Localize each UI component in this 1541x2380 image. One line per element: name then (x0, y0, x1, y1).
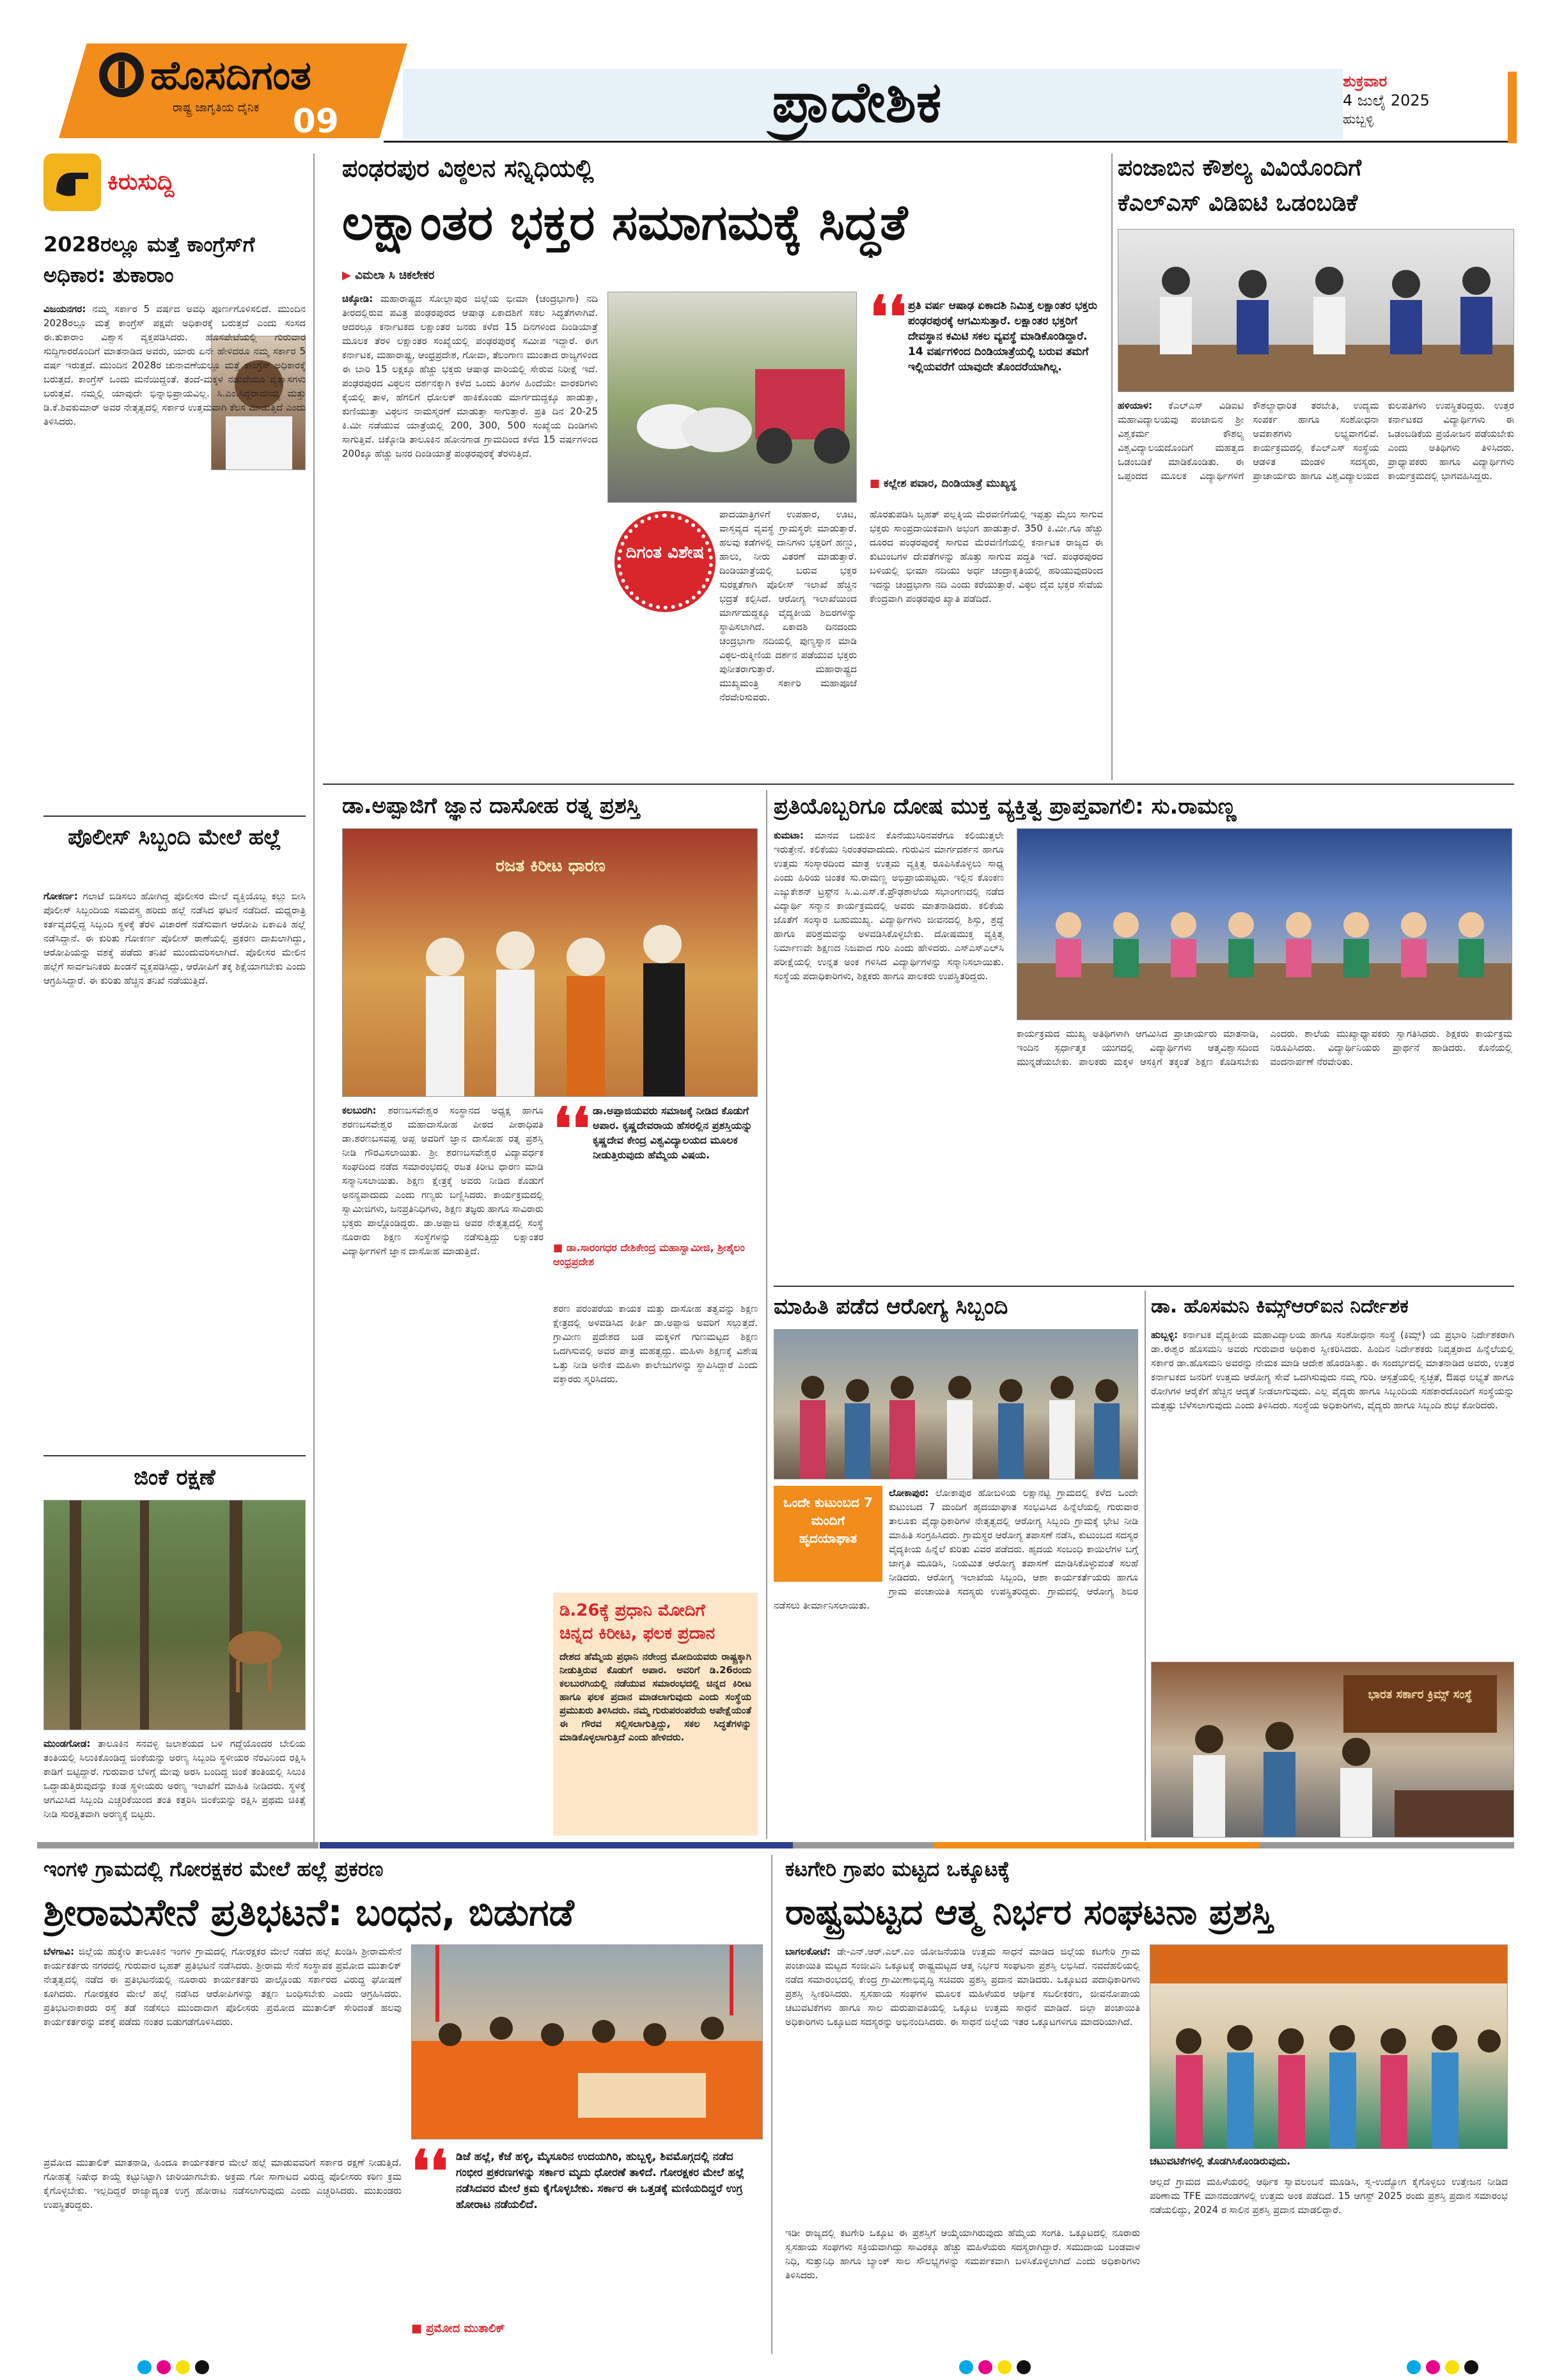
deer-photo (43, 1500, 306, 1730)
kirusuddi-sep-2 (43, 1455, 306, 1456)
sriram-headline: ಶ್ರೀರಾಮಸೇನೆ ಪ್ರತಿಭಟನೆ: ಬಂಧನ, ಬಿಡುಗಡೆ (43, 1891, 574, 1934)
quote-mark-icon: ❛❛ (411, 2146, 449, 2205)
modi-headline-1: ಡಿ.26ಕ್ಕೆ ಪ್ರಧಾನಿ ಮೋದಿಗೆ (559, 1601, 705, 1620)
atma-story (779, 1855, 1514, 2354)
reg-dot-magenta (157, 2360, 171, 2374)
registration-marks-center (959, 2360, 1042, 2377)
bottom-divider (771, 1855, 772, 2354)
kirusuddi-badge (43, 154, 101, 211)
atma-group-photo (1150, 1944, 1508, 2149)
corner-accent (1508, 72, 1517, 143)
modi-body: ದೇಶದ ಹೆಮ್ಮೆಯ ಪ್ರಧಾನಿ ನರೇಂದ್ರ ಮೋದಿಯವರು ರಾಷ್ಟ್ರಕ್ಕಾಗಿ ನೀಡುತ್ತಿರುವ ಕೊಡುಗೆ ಅಪಾರ. ಅವರಿಗೆ ಡಿ.26ರಂದು ಕಲಬುರಗಿಯಲ್ಲಿ ನಡೆಯುವ ಸಮಾರಂಭದಲ್ಲಿ ಚಿನ್ನದ ಕಿರೀಟ ಹಾಗೂ ಫಲಕ ಪ್ರದಾನ ಮಾಡಲಾಗುವುದು ಎಂದು ಸಂಸ್ಥೆಯ ಪ್ರಮುಖರು ತಿಳಿಸಿದರು. ನಮ್ಮ ಗುರುಪರಂಪರೆಯ ಅಪೇಕ್ಷೆಯಂತೆ ಈ ಗೌರವ ಸಲ್ಲಿಸಲಾಗುತ್ತಿದ್ದು, ಸಕಲ ಸಿದ್ಧತೆಗಳನ್ನು ಮಾಡಿಕೊಳ್ಳಲಾಗುತ್ತಿದೆ ಎಂದು ಹೇಳಿದರು. (559, 1651, 751, 1743)
bullock-cart-photo (607, 292, 857, 503)
registration-marks-left (137, 2360, 221, 2377)
bottom-bar-mid-blue (320, 1842, 793, 1848)
appaji-pullquote: ❛❛ ಡಾ.ಅಪ್ಪಾಜಿಯವರು ಸಮಾಜಕ್ಕೆ ನೀಡಿದ ಕೊಡುಗೆ ಅಪಾರ. ಕೃಷ್ಣದೇವರಾಯ ಹೆಸರಲ್ಲಿನ ಪ್ರಶಸ್ತಿಯನ್ನು ಕೃಷ್ಣದೇವ ಕೇಂದ್ರ ವಿಶ್ವವಿದ್ಯಾಲಯದ ಮೂಲಕ ನೀಡುತ್ತಿರುವುದು ಹೆಮ್ಮೆಯ ವಿಷಯ. ■ ಡಾ.ಸಾರಂಗಧರ ದೇಶಿಕೇಂದ್ರ ಮಹಾಸ್ವಾಮೀಜಿ, ಶ್ರೀಶೈಲಂ ಆಂಧ್ರಪ್ರದೇಶ (553, 1103, 753, 1268)
kls-mou-photo (1118, 229, 1514, 392)
kirusuddi-headline-3: ಜಿಂಕೆ ರಕ್ಷಣೆ (134, 1465, 215, 1490)
atma-body-3: ಆಲ್ಲದೆ ಗ್ರಾಮದ ಮಹಿಳೆಯರಲ್ಲಿ ಆರ್ಥಿಕ ಸ್ವಾವಲಂಬನೆ ಮೂಡಿಸಿ, ಸ್ವ-ಉದ್ಯೋಗ ಕೈಗೊಳ್ಳಲು ಉತ್ತೇಜನ ನೀಡಿದ ಪರಿಣಾಮ TFE ಮಾನದಂಡಗಳಲ್ಲಿ ಉತ್ತಮ ಅಂಕ ಪಡೆದಿದೆ. 15 ಆಗಸ್ಟ್ 2025 ರಂದು ಪ್ರಶಸ್ತಿ ಪ್ರದಾನ ಸಮಾರಂಭ ನಡೆಯಲಿದ್ದು, 2024 ರ ಸಾಲಿನ ಪ್ರಶಸ್ತಿ ಪ್ರದಾನ ಮಾಡಲಿದ್ದಾರೆ. (1150, 2176, 1508, 2216)
lead-kicker: ಪಂಢರಪುರ ವಿಠ್ಠಲನ ಸನ್ನಿಧಿಯಲ್ಲಿ (342, 154, 594, 182)
arogya-right-divider (1145, 1291, 1146, 1841)
reg-dot-black (1464, 2360, 1478, 2374)
arogya-staff-photo (774, 1329, 1138, 1479)
byline-marker-icon: ▶ (342, 269, 351, 282)
kirusuddi-column (37, 154, 307, 1842)
lead-right-divider (1111, 154, 1113, 780)
sriram-story (37, 1855, 766, 2354)
masthead-divider (384, 141, 1509, 143)
atma-body-2: ಇಡೀ ರಾಜ್ಯದಲ್ಲಿ ಕಟಗೇರಿ ಒಕ್ಕೂಟ ಈ ಪ್ರಶಸ್ತಿಗೆ ಆಯ್ಕೆಯಾಗಿರುವುದು ಹೆಮ್ಮೆಯ ಸಂಗತಿ. ಒಕ್ಕೂಟದಲ್ಲಿ ನೂರಾರು ಸ್ವಸಹಾಯ ಸಂಘಗಳು ಸಕ್ರಿಯವಾಗಿದ್ದು ಸಾವಿರಕ್ಕೂ ಹೆಚ್ಚು ಮಹಿಳೆಯರು ಸದಸ್ಯರಾಗಿದ್ದಾರೆ. ಸಮುದಾಯ ಬಂಡವಾಳ ನಿಧಿ, ಸುತ್ತುನಿಧಿ ಹಾಗೂ ಬ್ಯಾಂಕ್ ಸಾಲ ಸೌಲಭ್ಯಗಳನ್ನು ಸಮರ್ಪಕವಾಗಿ ಬಳಸಿಕೊಳ್ಳಲಾಗಿದೆ ಎಂದು ಅಧಿಕಾರಿಗಳು ತಿಳಿಸಿದರು. (785, 2227, 1140, 2281)
edition: ಹುಬ್ಬಳ್ಳಿ (1343, 111, 1374, 127)
ramanna-headline: ಪ್ರತಿಯೊಬ್ಬರಿಗೂ ದೋಷ ಮುಕ್ತ ವ್ಯಕ್ತಿತ್ವ ಪ್ರಾಪ್ತವಾಗಲಿ: ಸು.ರಾಮಣ್ಣ (774, 794, 1237, 819)
kims-photo-banner: ಭಾರತ ಸರ್ಕಾರ ಕ್ರಿಮ್ಸ್ ಸಂಸ್ಥೆ (1343, 1675, 1497, 1733)
attribution-marker-icon: ■ (553, 1241, 563, 1254)
kls-headline-1: ಪಂಜಾಬಿನ ಕೌಶಲ್ಯ ವಿವಿಯೊಂದಿಗೆ (1118, 155, 1362, 181)
lead-byline: ▶ ವಿಮಲಾ ಸಿ ಚಿಕಲೇಕರ (342, 269, 435, 282)
date: 4 ಜುಲೈ 2025 (1343, 91, 1430, 109)
lead-body-1: ಚಿಕ್ಕೋಡಿ: ಮಹಾರಾಷ್ಟ್ರದ ಸೋಲ್ಲಾಪುರ ಜಿಲ್ಲೆಯ ಭೀಮಾ (ಚಂದ್ರಭಾಗಾ) ನದಿ ತೀರದಲ್ಲಿರುವ ಪವಿತ್ರ ಪಂಢರಪುರದ ಆಷಾಢ ಏಕಾದಶಿಗೆ ಸಕಲ ಸಿದ್ಧತೆಗಳಾಗಿವೆ. ಆದರಲ್ಲೂ ಕರ್ನಾಟಕದ ಲಕ್ಷಾಂತರ ಜನರು ಕಳೆದ 15 ದಿನಗಳಿಂದ ದಿಂಡಿಯಾತ್ರೆ ಮೂಲಕ ತೆರಳಿ ಲಕ್ಷಾಂತರ ಸಂಖ್ಯೆಯಲ್ಲಿ ಪಂಢರಪುರಕ್ಕೆ ಸಮೀಪ ಇದ್ದಾರೆ. ಈಗ ಕರ್ನಾಟಕ, ಮಹಾರಾಷ್ಟ್ರ, ಆಂಧ್ರಪ್ರದೇಶ, ಗೋವಾ, ತೆಲಂಗಾಣ ಮುಂತಾದ ರಾಜ್ಯಗಳಿಂದ ಈ ಬಾರಿ 15 ಲಕ್ಷಕ್ಕೂ ಹೆಚ್ಚು ಭಕ್ತರು ಆಷಾಢ ವಾರಿಯಲ್ಲಿ ಸೇರುವ ನಿರೀಕ್ಷೆ ಇದೆ. ಪಂಢರಪುರದ ವಿಠ್ಠಲನ ದರ್ಶನಕ್ಕಾಗಿ ಕಳೆದ ಒಂದು ತಿಂಗಳ ಹಿಂದೆಯೇ ವಾರಕರಿಗಳು ಕೈಯಲ್ಲಿ ತಾಳ, ಹೆಗಲಿಗೆ ಧೋಲಕ್ ಹಾಕಿಕೊಂಡು ಮಾರ್ಗದುದ್ದಕ್ಕೂ ಹಾಡುತ್ತಾ, ಕುಣಿಯುತ್ತಾ ವಿಠ್ಠಲನ ನಾಮಸ್ಮರಣೆ ಮಾಡುತ್ತಾ ಸಾಗುತ್ತಾರೆ. ಪ್ರತಿ ದಿನ 20-25 ಕಿ.ಮೀ ನಡೆಯುವ ಯಾತ್ರೆಯಲ್ಲಿ 200, 300, 500 ಸಂಖ್ಯೆಯ ದಿಂಡಿಗಳು ಸಾಗುತ್ತಿವೆ. ಚಿಕ್ಕೋಡಿ ತಾಲೂಕಿನ ಹೋನಗಾಡ ಗ್ರಾಮದಿಂದ ಕಳೆದ 15 ವರ್ಷಗಳಿಂದ 200ಕ್ಕೂ ಹೆಚ್ಚು ಜನರ ದಿಂಡಿಯಾತ್ರೆ ಪಂಢರಪುರಕ್ಕೆ ತೆರಳುತ್ತಿದೆ. (342, 293, 598, 459)
reg-dot-yellow (1445, 2360, 1459, 2374)
left-column-divider (313, 154, 315, 1842)
appaji-headline: ಡಾ.ಅಪ್ಪಾಜಿಗೆ ಜ್ಞಾನ ದಾಸೋಹ ರತ್ನ ಪ್ರಶಸ್ತಿ (342, 793, 640, 819)
brand-tagline: ರಾಷ್ಟ್ರ ಜಾಗೃತಿಯ ದೈನಿಕ (173, 101, 260, 114)
ramanna-bottom-rule (774, 1286, 1514, 1287)
arogya-story (774, 1291, 1138, 1841)
bottom-bar-right-orange (934, 1842, 1260, 1848)
reg-dot-black (1017, 2360, 1031, 2374)
kirusuddi-sep-1 (43, 816, 306, 817)
reg-dot-cyan (959, 2360, 973, 2374)
atma-headline: ರಾಷ್ಟ್ರಮಟ್ಟದ ಆತ್ಮ ನಿರ್ಭರ ಸಂಘಟನಾ ಪ್ರಶಸ್ತಿ (785, 1892, 1273, 1932)
modi-headline-2: ಚಿನ್ನದ ಕಿರೀಟ, ಫಲಕ ಪ್ರದಾನ (559, 1624, 716, 1643)
reg-dot-cyan (137, 2360, 152, 2374)
appaji-story (323, 790, 761, 1839)
atma-caption: ಚಟುವಟಿಕೆಗಳಲ್ಲಿ ತೊಡಗಿಸಿಕೊಂಡಿರುವುದು. (1150, 2155, 1291, 2167)
arogya-callout: ಒಂದೇ ಕುಟುಂಬದ 7 ಮಂದಿಗೆ ಹೃದಯಾಘಾತ (774, 1486, 882, 1582)
atma-body: ಬಾಗಲಕೋಟೆ: ಡೇ-ಎನ್.ಆರ್.ಎಲ್.ಎಂ ಯೋಜನೆಯಡಿ ಉತ್ತಮ ಸಾಧನೆ ಮಾಡಿದ ಜಿಲ್ಲೆಯ ಕಟಗೇರಿ ಗ್ರಾಮ ಪಂಚಾಯಿತಿ ಮಟ್ಟದ ಸಂಜೀವಿನಿ ಒಕ್ಕೂಟಕ್ಕೆ ರಾಷ್ಟ್ರಮಟ್ಟದ ಆತ್ಮ ನಿರ್ಭರ ಸಂಘಟನಾ ಪ್ರಶಸ್ತಿ ಲಭಿಸಿದೆ. ನವದೆಹಲಿಯಲ್ಲಿ ನಡೆದ ಸಮಾರಂಭದಲ್ಲಿ ಕೇಂದ್ರ ಗ್ರಾಮೀಣಾಭಿವೃದ್ಧಿ ಸಚಿವರು ಪ್ರಶಸ್ತಿ ಪ್ರದಾನ ಮಾಡಿದರು. ಒಕ್ಕೂಟದ ಪದಾಧಿಕಾರಿಗಳು ಪ್ರಶಸ್ತಿ ಸ್ವೀಕರಿಸಿದರು. ಸ್ವಸಹಾಯ ಸಂಘಗಳ ಮೂಲಕ ಮಹಿಳೆಯರ ಆರ್ಥಿಕ ಸಬಲೀಕರಣ, ಜೀವನೋಪಾಯ ಚಟುವಟಿಕೆಗಳು ಹಾಗೂ ಸಾಲ ಮರುಪಾವತಿಯಲ್ಲಿ ಒಕ್ಕೂಟ ಉತ್ತಮ ಸಾಧನೆ ಮಾಡಿದೆ. ಜಿಲ್ಲಾ ಪಂಚಾಯಿತಿ ಅಧಿಕಾರಿಗಳು ಒಕ್ಕೂಟದ ಸದಸ್ಯರನ್ನು ಅಭಿನಂದಿಸಿದರು. ಈ ಸಾಧನೆ ಜಿಲ್ಲೆಯ ಇತರ ಒಕ್ಕೂಟಗಳಿಗೂ ಮಾದರಿಯಾಗಿದೆ. (785, 1946, 1140, 2028)
kims-headline: ಡಾ. ಹೊಸಮನಿ ಕಿಮ್ಸ್‌ಆರ್‌ಐನ ನಿರ್ದೇಶಕ (1151, 1295, 1409, 1318)
visheshha-label: ದಿಗಂತ ವಿಶೇಷ (625, 543, 705, 562)
arogya-body: ಲೋಕಾಪುರ: ಲೋಕಾಪುರ ಹೋಬಳಿಯ ಲಕ್ಷಾನಟ್ಟಿ ಗ್ರಾಮದಲ್ಲಿ ಕಳೆದ ಒಂದೇ ಕುಟುಂಬದ 7 ಮಂದಿಗೆ ಹೃದಯಾಘಾತ ಸಂಭವಿಸಿದ ಹಿನ್ನೆಲೆಯಲ್ಲಿ ಗುರುವಾರ ತಾಲೂಕು ವೈದ್ಯಾಧಿಕಾರಿಗಳ ನೇತೃತ್ವದಲ್ಲಿ ಆರೋಗ್ಯ ಸಿಬ್ಬಂದಿ ಗ್ರಾಮಕ್ಕೆ ಭೇಟಿ ನೀಡಿ ಮಾಹಿತಿ ಸಂಗ್ರಹಿಸಿದರು. ಗ್ರಾಮಸ್ಥರ ಆರೋಗ್ಯ ತಪಾಸಣೆ ನಡೆಸಿ, ಕುಟುಂಬದ ಸದಸ್ಯರ ವೈದ್ಯಕೀಯ ಹಿನ್ನೆಲೆ ಕುರಿತು ವಿವರ ಪಡೆದರು. ಹೃದಯ ಸಂಬಂಧಿ ಕಾಯಿಲೆಗಳ ಬಗ್ಗೆ ಜಾಗೃತಿ ಮೂಡಿಸಿ, ನಿಯಮಿತ ಆರೋಗ್ಯ ತಪಾಸಣೆ ಮಾಡಿಸಿಕೊಳ್ಳುವಂತೆ ಸಲಹೆ ನೀಡಿದರು. ಆರೋಗ್ಯ ಇಲಾಖೆಯ ಸಿಬ್ಬಂದಿ, ಆಶಾ ಕಾರ್ಯಕರ್ತೆಯರು ಹಾಗೂ ಗ್ರಾಮ ಪಂಚಾಯಿತಿ ಸದಸ್ಯರು ಉಪಸ್ಥಿತರಿದ್ದರು. ಗ್ರಾಮದಲ್ಲಿ ಆರೋಗ್ಯ ಶಿಬಿರ ನಡೆಸಲು ತೀರ್ಮಾನಿಸಲಾಯಿತು. (774, 1487, 1138, 1611)
visheshha-badge (617, 514, 713, 610)
sriram-body-2: ಪ್ರಮೋದ ಮುತಾಲಿಕ್ ಮಾತನಾಡಿ, ಹಿಂದೂ ಕಾರ್ಯಕರ್ತರ ಮೇಲೆ ಹಲ್ಲೆ ಮಾಡುವವರಿಗೆ ಸರ್ಕಾರ ರಕ್ಷಣೆ ನೀಡುತ್ತಿದೆ. ಗೋಹತ್ಯೆ ನಿಷೇಧ ಕಾಯ್ದೆ ಕಟ್ಟುನಿಟ್ಟಾಗಿ ಜಾರಿಯಾಗಬೇಕು. ಅಕ್ರಮ ಗೋ ಸಾಗಾಟದ ವಿರುದ್ಧ ಪೊಲೀಸರು ಕಠಿಣ ಕ್ರಮ ಕೈಗೊಳ್ಳಬೇಕು. ಇಲ್ಲದಿದ್ದರೆ ರಾಜ್ಯಾದ್ಯಂತ ಉಗ್ರ ಹೋರಾಟ ನಡೆಸಲಾಗುವುದು ಎಂದು ಎಚ್ಚರಿಸಿದರು. ಮುಖಂಡರು ಉಪಸ್ಥಿತರಿದ್ದರು. (43, 2157, 402, 2211)
kims-charge-photo (1151, 1662, 1514, 1838)
lead-headline: ಲಕ್ಷಾಂತರ ಭಕ್ತರ ಸಮಾಗಮಕ್ಕೆ ಸಿದ್ಧತೆ (342, 194, 908, 251)
arogya-headline: ಮಾಹಿತಿ ಪಡೆದ ಆರೋಗ್ಯ ಸಿಬ್ಬಂದಿ (774, 1294, 1008, 1320)
section-title: ಪ್ರಾದೇಶಿಕ (772, 69, 942, 135)
sriram-protest-photo (411, 1944, 763, 2140)
day: ಶುಕ್ರವಾರ (1343, 72, 1388, 90)
registration-marks-right (1407, 2360, 1490, 2377)
sriram-kicker: ಇಂಗಳಿ ಗ್ರಾಮದಲ್ಲಿ ಗೋರಕ್ಷಕರ ಮೇಲೆ ಹಲ್ಲೆ ಪ್ರಕರಣ (43, 1857, 384, 1881)
quote-mark-icon: ❛❛ (870, 292, 907, 351)
kls-story (1118, 152, 1514, 782)
kims-story (1151, 1291, 1514, 1841)
modi-box (553, 1593, 758, 1836)
lead-story (323, 152, 1106, 782)
quote-mark-icon: ❛❛ (553, 1103, 591, 1163)
atma-kicker: ಕಟಗೇರಿ ಗ್ರಾಪಂ ಮಟ್ಟದ ಒಕ್ಕೂಟಕ್ಕೆ (785, 1857, 1010, 1881)
reg-dot-yellow (176, 2360, 190, 2374)
page-number: 09 (292, 102, 339, 141)
appaji-body-2: ಶರಣ ಪರಂಪರೆಯ ಕಾಯಕ ಮತ್ತು ದಾಸೋಹ ತತ್ವವನ್ನು ಶಿಕ್ಷಣ ಕ್ಷೇತ್ರದಲ್ಲಿ ಅಳವಡಿಸಿದ ಕೀರ್ತಿ ಡಾ.ಅಪ್ಪಾಜಿ ಅವರಿಗೆ ಸಲ್ಲುತ್ತದೆ. ಗ್ರಾಮೀಣ ಪ್ರದೇಶದ ಬಡ ಮಕ್ಕಳಿಗೆ ಗುಣಮಟ್ಟದ ಶಿಕ್ಷಣ ಒದಗಿಸುವಲ್ಲಿ ಅವರ ಪಾತ್ರ ಮಹತ್ವದ್ದು. ಮಹಿಳಾ ಶಿಕ್ಷಣಕ್ಕೆ ವಿಶೇಷ ಒತ್ತು ನೀಡಿ ಅನೇಕ ಮಹಿಳಾ ಕಾಲೇಜುಗಳನ್ನು ಸ್ಥಾಪಿಸಿದ್ದಾರೆ ಎಂದು ವಕ್ತಾರರು ಸ್ಮರಿಸಿದರು. (553, 1303, 758, 1385)
lead-body-2: ಪಾದಯಾತ್ರಿಗಳಿಗೆ ಉಪಹಾರ, ಊಟ, ವಾಸ್ತವ್ಯದ ವ್ಯವಸ್ಥೆ ಗ್ರಾಮಸ್ಥರೇ ಮಾಡುತ್ತಾರೆ. ಹಲವು ಕಡೆಗಳಲ್ಲಿ ದಾನಿಗಳು ಭಕ್ತರಿಗೆ ಹಣ್ಣು, ಹಾಲು, ನೀರು ವಿತರಣೆ ಮಾಡುತ್ತಾರೆ. ದಿಂಡಿಯಾತ್ರೆಯಲ್ಲಿ ಬರುವ ಭಕ್ತರ ಸುರಕ್ಷತೆಗಾಗಿ ಪೊಲೀಸ್ ಇಲಾಖೆ ಹೆಚ್ಚಿನ ಭದ್ರತೆ ಕಲ್ಪಿಸಿದೆ. ಆರೋಗ್ಯ ಇಲಾಖೆಯಿಂದ ಮಾರ್ಗದುದ್ದಕ್ಕೂ ವೈದ್ಯಕೀಯ ಶಿಬಿರಗಳನ್ನು ಸ್ಥಾಪಿಸಲಾಗಿದೆ. ಏಕಾದಶಿ ದಿನದಂದು ಚಂದ್ರಭಾಗಾ ನದಿಯಲ್ಲಿ ಪುಣ್ಯಸ್ನಾನ ಮಾಡಿ ವಿಠ್ಠಲ-ರುಕ್ಮಿಣಿಯ ದರ್ಶನ ಪಡೆಯುವ ಭಕ್ತರು ಪುನೀತರಾಗುತ್ತಾರೆ. ಮಹಾರಾಷ್ಟ್ರದ ಮುಖ್ಯಮಂತ್ರಿ ಸರ್ಕಾರಿ ಮಹಾಪೂಜೆ ನೆರವೇರಿಸುವರು. (719, 508, 857, 703)
kirusuddi-label: ಕಿರುಸುದ್ದಿ (107, 169, 175, 195)
kirusuddi-body-2: ಗೋಕರ್ಣ: ಗಲಾಟೆ ಬಿಡಿಸಲು ಹೋಗಿದ್ದ ಪೊಲೀಸರ ಮೇಲೆ ವ್ಯಕ್ತಿಯೊಬ್ಬ ಕಲ್ಲು ಬೀಸಿ ಪೊಲೀಸ್ ಸಿಬ್ಬಂದಿಯ ಸಮವಸ್ತ್ರ ಹರಿದು ಹಲ್ಲೆ ನಡೆಸಿದ ಘಟನೆ ನಡೆದಿದೆ. ಮಧ್ಯರಾತ್ರಿ ಕರ್ತವ್ಯದಲ್ಲಿದ್ದ ಸಿಬ್ಬಂದಿ ಸ್ಥಳಕ್ಕೆ ತೆರಳಿ ವಿಚಾರಣೆ ನಡೆಸುವಾಗ ಆರೋಪಿ ಏಕಾಏಕಿ ಹಲ್ಲೆ ನಡೆಸಿದ್ದಾನೆ. ಈ ಕುರಿತು ಗೋಕರ್ಣ ಪೊಲೀಸ್ ಠಾಣೆಯಲ್ಲಿ ಪ್ರಕರಣ ದಾಖಲಾಗಿದ್ದು, ಆರೋಪಿಯನ್ನು ವಶಕ್ಕೆ ಪಡೆದು ತನಿಖೆ ಮುಂದುವರಿಸಲಾಗಿದೆ. ಪೊಲೀಸರ ಮೇಲಿನ ಹಲ್ಲೆಗೆ ಸಾರ್ವಜನಿಕರು ಖಂಡನೆ ವ್ಯಕ್ತಪಡಿಸಿದ್ದು, ಆರೋಪಿಗೆ ತಕ್ಕ ಶಿಕ್ಷೆಯಾಗಬೇಕು ಎಂದು ಆಗ್ರಹಿಸಿದ್ದಾರೆ. ಈ ಕುರಿತು ಹೆಚ್ಚಿನ ತನಿಖೆ ನಡೆಯುತ್ತಿದೆ. (43, 890, 306, 986)
masthead (0, 0, 1541, 144)
kims-body: ಹುಬ್ಬಳ್ಳಿ: ಕರ್ನಾಟಕ ವೈದ್ಯಕೀಯ ಮಹಾವಿದ್ಯಾಲಯ ಹಾಗೂ ಸಂಶೋಧನಾ ಸಂಸ್ಥೆ (ಕಿಮ್ಸ್) ಯ ಪ್ರಭಾರಿ ನಿರ್ದೇಶಕರಾಗಿ ಡಾ.ಈಶ್ವರ ಹೊಸಮನಿ ಅವರು ಗುರುವಾರ ಅಧಿಕಾರ ಸ್ವೀಕರಿಸಿದರು. ಹಿಂದಿನ ನಿರ್ದೇಶಕರು ನಿವೃತ್ತರಾದ ಹಿನ್ನೆಲೆಯಲ್ಲಿ ಸರ್ಕಾರ ಡಾ.ಹೊಸಮನಿ ಅವರನ್ನು ನೇಮಕ ಮಾಡಿ ಆದೇಶ ಹೊರಡಿಸಿತ್ತು. ಈ ಸಂದರ್ಭದಲ್ಲಿ ಮಾತನಾಡಿದ ಅವರು, ಉತ್ತರ ಕರ್ನಾಟಕದ ಜನರಿಗೆ ಉತ್ತಮ ಆರೋಗ್ಯ ಸೇವೆ ಒದಗಿಸುವುದು ನಮ್ಮ ಗುರಿ. ಆಸ್ಪತ್ರೆಯಲ್ಲಿ ಸ್ವಚ್ಛತೆ, ಔಷಧ ಲಭ್ಯತೆ ಹಾಗೂ ರೋಗಿಗಳ ಆರೈಕೆಗೆ ಹೆಚ್ಚಿನ ಆದ್ಯತೆ ನೀಡಲಾಗುವುದು. ಎಲ್ಲ ವೈದ್ಯರು ಹಾಗೂ ಸಿಬ್ಬಂದಿಯ ಸಹಕಾರದೊಂದಿಗೆ ಸಂಸ್ಥೆಯನ್ನು ಮತ್ತಷ್ಟು ಬೆಳೆಸಲಾಗುವುದು ಎಂದು ತಿಳಿಸಿದರು. ಸಂಸ್ಥೆಯ ಅಧಿಕಾರಿಗಳು, ವೈದ್ಯರು ಹಾಗೂ ಸಿಬ್ಬಂದಿ ಶುಭ ಕೋರಿದರು. (1151, 1329, 1514, 1411)
middle-horizontal-rule (323, 784, 1514, 785)
kirusuddi-headline-2: ಪೊಲೀಸ್ ಸಿಬ್ಬಂದಿ ಮೇಲೆ ಹಲ್ಲೆ (68, 824, 281, 850)
reg-dot-cyan (1407, 2360, 1421, 2374)
kirusuddi-headline-1: 2028ರಲ್ಲೂ ಮತ್ತೆ ಕಾಂಗ್ರೆಸ್‌ಗೆ ಅಧಿಕಾರ: ತುಕಾರಾಂ (43, 232, 255, 287)
kirusuddi-body-1: ವಿಜಯನಗರ: ನಮ್ಮ ಸರ್ಕಾರ 5 ವರ್ಷದ ಅವಧಿ ಪೂರ್ಣಗೊಳಿಸಲಿದೆ. ಮುಂದಿನ 2028ರಲ್ಲೂ ಮತ್ತೆ ಕಾಂಗ್ರೆಸ್ ಪಕ್ಷವೇ ಅಧಿಕಾರಕ್ಕೆ ಬರುತ್ತದೆ ಎಂದು ಸಂಸದ ಈ.ತುಕಾರಾಂ ವಿಶ್ವಾಸ ವ್ಯಕ್ತಪಡಿಸಿದರು. ಹೊಸಪೇಟೆಯಲ್ಲಿ ಗುರುವಾರ ಸುದ್ದಿಗಾರರೊಂದಿಗೆ ಮಾತನಾಡಿದ ಅವರು, ಯಾರು ಏನೇ ಹೇಳಿದರೂ ನಮ್ಮ ಸರ್ಕಾರ 5 ವರ್ಷ ಇರುತ್ತದೆ. ಮುಂದಿನ 2028ರ ಚುನಾವಣೆಯಲ್ಲೂ ಮತ್ತೆ ಕಾಂಗ್ರೆಸ್ ಅಧಿಕಾರಕ್ಕೆ ಬರುತ್ತದೆ. ಕಾಂಗ್ರೆಸ್ ಒಂದು ಮನೆಯಿದ್ದಂತೆ. ತಂದೆ-ಮಕ್ಕಳ ನಡುವೆಯೂ ವ್ಯತ್ಯಾಸಗಳು ಬರುತ್ತವೆ. ನಮ್ಮಲ್ಲಿ ಯಾವುದೇ ಭಿನ್ನಾಭಿಪ್ರಾಯವಿಲ್ಲ. ಸಿ.ಎಂ.ಸಿದ್ದರಾಮಯ್ಯ ಮತ್ತು ಡಿ.ಕೆ.ಶಿವಕುಮಾರ್ ಅವರ ನೇತೃತ್ವದಲ್ಲಿ ಸರ್ಕಾರ ಉತ್ತಮವಾಗಿ ಕೆಲಸ ಮಾಡುತ್ತಿದೆ ಎಂದು ತಿಳಿಸಿದರು. (43, 303, 306, 427)
brand-name: ಹೊಸದಿಗಂತ (150, 52, 311, 99)
kls-body: ಹಳಿಯಾಳ: ಕೆಎಲ್‌ಎಸ್ ವಿಡಿಐಟಿ ಮಹಾವಿದ್ಯಾಲಯವು ಪಂಜಾಬಿನ ಶ್ರೀ ವಿಶ್ವಕರ್ಮ ಕೌಶಲ್ಯ ವಿಶ್ವವಿದ್ಯಾಲಯದೊಂದಿಗೆ ಮಹತ್ವದ ಒಡಂಬಡಿಕೆ ಮಾಡಿಕೊಂಡಿತು. ಈ ಒಪ್ಪಂದದ ಮೂಲಕ ವಿದ್ಯಾರ್ಥಿಗಳಿಗೆ ಕೌಶಲ್ಯಾಧಾರಿತ ತರಬೇತಿ, ಉದ್ಯಮ ಸಂಪರ್ಕ ಹಾಗೂ ಸಂಶೋಧನಾ ಅವಕಾಶಗಳು ಲಭ್ಯವಾಗಲಿವೆ. ಕಾರ್ಯಕ್ರಮದಲ್ಲಿ ಕೆಎಲ್‌ಎಸ್ ಸಂಸ್ಥೆಯ ಆಡಳಿತ ಮಂಡಳಿ ಸದಸ್ಯರು, ಪ್ರಾಚಾರ್ಯರು ಹಾಗೂ ವಿಶ್ವವಿದ್ಯಾಲಯದ ಕುಲಪತಿಗಳು ಉಪಸ್ಥಿತರಿದ್ದರು. ಉತ್ತರ ಕರ್ನಾಟಕದ ವಿದ್ಯಾರ್ಥಿಗಳು ಈ ಒಡಂಬಡಿಕೆಯ ಪ್ರಯೋಜನ ಪಡೆಯಬೇಕು ಎಂದು ಅತಿಥಿಗಳು ತಿಳಿಸಿದರು. ಪ್ರಾಧ್ಯಾಪಕರು ಹಾಗೂ ವಿದ್ಯಾರ್ಥಿಗಳು ಕಾರ್ಯಕ್ರಮದಲ್ಲಿ ಭಾಗವಹಿಸಿದ್ದರು. (1118, 400, 1514, 482)
lead-pullquote: ❛❛ ಪ್ರತಿ ವರ್ಷ ಆಷಾಢ ಏಕಾದಶಿ ನಿಮಿತ್ತ ಲಕ್ಷಾಂತರ ಭಕ್ತರು ಪಂಢರಪುರಕ್ಕೆ ಆಗಮಿಸುತ್ತಾರೆ. ಲಕ್ಷಾಂತರ ಭಕ್ತರಿಗೆ ದೇವಸ್ಥಾನ ಕಮಿಟಿ ಸಕಲ ವ್ಯವಸ್ಥೆ ಮಾಡಿಕೊಂಡಿದ್ದಾರೆ. 14 ವರ್ಷಗಳಿಂದ ದಿಂಡಿಯಾತ್ರೆಯಲ್ಲಿ ಬರುವ ತಮಗೆ ಇಲ್ಲಿಯವರೆಗೆ ಯಾವುದೇ ತೊಂದರೆಯಾಗಿಲ್ಲ. ■ ಕಲ್ಲೇಶ ಪವಾರ, ದಿಂಡಿಯಾತ್ರೆ ಮುಖ್ಯಸ್ಥ (870, 292, 1098, 490)
attribution-marker-icon: ■ (411, 2322, 423, 2335)
date-block (1343, 72, 1503, 136)
kls-headline-2: ಕೆಎಲ್‌ಎಸ್ ವಿಡಿಐಟಿ ಒಡಂಬಡಿಕೆ (1118, 190, 1358, 216)
appaji-body: ಕಲಬುರಗಿ: ಶರಣಬಸವೇಶ್ವರ ಸಂಸ್ಥಾನದ ಅಧ್ಯಕ್ಷ ಹಾಗೂ ಶರಣಬಸವೇಶ್ವರ ಮಹಾದಾಸೋಹ ಪೀಠದ ಪೀಠಾಧಿಪತಿ ಡಾ.ಶರಣಬಸವಪ್ಪ ಅಪ್ಪ ಅವರಿಗೆ ಜ್ಞಾನ ದಾಸೋಹ ರತ್ನ ಪ್ರಶಸ್ತಿ ನೀಡಿ ಗೌರವಿಸಲಾಯಿತು. ಶ್ರೀ ಶರಣಬಸವೇಶ್ವರ ವಿದ್ಯಾವರ್ಧಕ ಸಂಘದಿಂದ ನಡೆದ ಸಮಾರಂಭದಲ್ಲಿ ರಜತ ಕಿರೀಟ ಧಾರಣ ಮಾಡಿ ಸನ್ಮಾನಿಸಲಾಯಿತು. ಶಿಕ್ಷಣ ಕ್ಷೇತ್ರಕ್ಕೆ ಅವರು ನೀಡಿದ ಕೊಡುಗೆ ಅನನ್ಯವಾದುದು ಎಂದು ಗಣ್ಯರು ಬಣ್ಣಿಸಿದರು. ಕಾರ್ಯಕ್ರಮದಲ್ಲಿ ಸ್ವಾಮೀಜಿಗಳು, ಜನಪ್ರತಿನಿಧಿಗಳು, ಶಿಕ್ಷಣ ತಜ್ಞರು ಹಾಗೂ ಸಾವಿರಾರು ಭಕ್ತರು ಪಾಲ್ಗೊಂಡಿದ್ದರು. ಡಾ.ಅಪ್ಪಾಜಿ ಅವರ ನೇತೃತ್ವದಲ್ಲಿ ಸಂಸ್ಥೆ ನೂರಾರು ಶಿಕ್ಷಣ ಸಂಸ್ಥೆಗಳನ್ನು ನಡೆಸುತ್ತಿದ್ದು ಲಕ್ಷಾಂತರ ವಿದ್ಯಾರ್ಥಿಗಳಿಗೆ ಜ್ಞಾನ ದಾಸೋಹ ಮಾಡುತ್ತಿದೆ. (342, 1105, 544, 1257)
reg-dot-black (195, 2360, 209, 2374)
pointing-hand-icon (43, 154, 101, 211)
ramanna-story (774, 790, 1514, 1282)
lead-body-3: ಹೊರತುಪಡಿಸಿ ಬೃಹತ್ ಪಲ್ಲಕ್ಕಿಯ ಮೆರವಣಿಗೆಯಲ್ಲಿ ಇಪ್ಪತ್ತು ಮೈಲು ಸಾಗುವ ಭಕ್ತರು ಸಾಂಪ್ರದಾಯಿಕವಾಗಿ ಅಭಂಗ ಹಾಡುತ್ತಾರೆ. 350 ಕಿ.ಮೀ.ಗೂ ಹೆಚ್ಚು ದೂರದ ಪಂಢರಪುರಕ್ಕೆ ಸಾಗುವ ಮೆರವಣಿಗೆಯಲ್ಲಿ ಕರ್ನಾಟಕ ರಾಜ್ಯದ ಈ ಕುಟುಂಬಗಳ ದೇವತೆಗಳನ್ನು ಹೊತ್ತು ಸಾಗುವ ಪದ್ಧತಿ ಇದೆ. ಪಂಢರಪುರದ ಬಳಿಯಲ್ಲಿ ಭೀಮಾ ನದಿಯು ಅರ್ಧ ಚಂದ್ರಾಕೃತಿಯಲ್ಲಿ ಹರಿಯುವುದರಿಂದ ಇದನ್ನು ಚಂದ್ರಭಾಗಾ ನದಿ ಎಂದು ಕರೆಯುತ್ತಾರೆ. ವಿಠ್ಠಲ ದೈವ ಭಕ್ತರ ಸೇವೆಯ ಕೇಂದ್ರವಾಗಿ ಪಂಢರಪುರ ಖ್ಯಾತಿ ಪಡೆದಿದೆ. (870, 508, 1103, 604)
attribution-marker-icon: ■ (870, 477, 880, 490)
ramanna-body: ಕುಮಟಾ: ಮಾನವ ಬದುಕಿನ ಕೊನೆಯುಸಿರಿನವರೆಗೂ ಕಲಿಯುತ್ತಲೇ ಇರುತ್ತೇನೆ. ಕಲಿಕೆಯು ನಿರಂತರವಾದುದು. ಗುರುವಿನ ಮಾರ್ಗದರ್ಶನ ಹಾಗೂ ಉತ್ತಮ ಸಂಸ್ಕಾರದಿಂದ ಮಾತ್ರ ಉತ್ತಮ ವ್ಯಕ್ತಿತ್ವ ರೂಪಿಸಿಕೊಳ್ಳಲು ಸಾಧ್ಯ ಎಂದು ಹಿರಿಯ ಚಿಂತಕ ಸು.ರಾಮಣ್ಣ ಅಭಿಪ್ರಾಯಪಟ್ಟರು. ಇಲ್ಲಿನ ಕೊಂಕಣ ಎಜ್ಯುಕೇಶನ್ ಟ್ರಸ್ಟ್‌ನ ಸಿ.ವಿ.ಎಸ್.ಕೆ.ಪ್ರೌಢಶಾಲೆಯ ಸಭಾಂಗಣದಲ್ಲಿ ನಡೆದ ವಿದ್ಯಾರ್ಥಿ ಸನ್ಮಾನ ಕಾರ್ಯಕ್ರಮದಲ್ಲಿ ಅವರು ಮಾತನಾಡಿದರು. ಕಲಿಕೆಯ ಜೊತೆಗೆ ಸಂಸ್ಕಾರ ಬಹುಮುಖ್ಯ. ವಿದ್ಯಾರ್ಥಿಗಳು ಜೀವನದಲ್ಲಿ ಶಿಸ್ತು, ಶ್ರದ್ಧೆ ಹಾಗೂ ಪರಿಶ್ರಮವನ್ನು ಅಳವಡಿಸಿಕೊಳ್ಳಬೇಕು. ದೋಷಮುಕ್ತ ವ್ಯಕ್ತಿತ್ವ ನಿರ್ಮಾಣವೇ ಶಿಕ್ಷಣದ ನಿಜವಾದ ಗುರಿ ಎಂದು ಹೇಳಿದರು. ಎಸ್ಎಸ್ಎಲ್‌ಸಿ ಪರೀಕ್ಷೆಯಲ್ಲಿ ಉನ್ನತ ಅಂಕ ಗಳಿಸಿದ ವಿದ್ಯಾರ್ಥಿಗಳನ್ನು ಸನ್ಮಾನಿಸಲಾಯಿತು. ಸಂಸ್ಥೆಯ ಪದಾಧಿಕಾರಿಗಳು, ಶಿಕ್ಷಕರು ಹಾಗೂ ಪಾಲಕರು ಉಪಸ್ಥಿತರಿದ್ದರು. (774, 830, 1004, 982)
appaji-ceremony-photo (342, 828, 758, 1097)
ramanna-body-2: ಕಾರ್ಯಕ್ರಮದ ಮುಖ್ಯ ಅತಿಥಿಗಳಾಗಿ ಆಗಮಿಸಿದ ಪ್ರಾಚಾರ್ಯರು ಮಾತನಾಡಿ, ಇಂದಿನ ಸ್ಪರ್ಧಾತ್ಮಕ ಯುಗದಲ್ಲಿ ವಿದ್ಯಾರ್ಥಿಗಳು ಆತ್ಮವಿಶ್ವಾಸದಿಂದ ಮುನ್ನಡೆಯಬೇಕು. ಪಾಲಕರು ಮಕ್ಕಳ ಆಸಕ್ತಿಗೆ ತಕ್ಕಂತೆ ಶಿಕ್ಷಣ ಕೊಡಿಸಬೇಕು ಎಂದರು. ಶಾಲೆಯ ಮುಖ್ಯಾಧ್ಯಾಪಕರು ಸ್ವಾಗತಿಸಿದರು. ಶಿಕ್ಷಕರು ಕಾರ್ಯಕ್ರಮ ನಿರೂಪಿಸಿದರು. ವಿದ್ಯಾರ್ಥಿನಿಯರು ಪ್ರಾರ್ಥನೆ ಹಾಡಿದರು. ಕೊನೆಯಲ್ಲಿ ವಂದನಾರ್ಪಣೆ ನೆರವೇರಿತು. (1017, 1028, 1512, 1068)
sriram-body: ಬೆಳಗಾವಿ: ಜಿಲ್ಲೆಯ ಹುಕ್ಕೇರಿ ತಾಲೂಕಿನ ಇಂಗಳಿ ಗ್ರಾಮದಲ್ಲಿ ಗೋರಕ್ಷಕರ ಮೇಲೆ ನಡೆದ ಹಲ್ಲೆ ಖಂಡಿಸಿ ಶ್ರೀರಾಮಸೇನೆ ಕಾರ್ಯಕರ್ತರು ನಗರದಲ್ಲಿ ಗುರುವಾರ ಬೃಹತ್ ಪ್ರತಿಭಟನೆ ನಡೆಸಿದರು. ಶ್ರೀರಾಮ ಸೇನೆ ಸಂಸ್ಥಾಪಕ ಪ್ರಮೋದ ಮುತಾಲಿಕ್ ನೇತೃತ್ವದಲ್ಲಿ ನಡೆದ ಈ ಪ್ರತಿಭಟನೆಯಲ್ಲಿ ನೂರಾರು ಕಾರ್ಯಕರ್ತರು ಪಾಲ್ಗೊಂಡು ಸರ್ಕಾರದ ವಿರುದ್ಧ ಘೋಷಣೆ ಕೂಗಿದರು. ಗೋರಕ್ಷಕರ ಮೇಲೆ ಹಲ್ಲೆ ನಡೆಸಿದ ಆರೋಪಿಗಳನ್ನು ತಕ್ಷಣ ಬಂಧಿಸಬೇಕು ಎಂದು ಆಗ್ರಹಿಸಿದರು. ಪ್ರತಿಭಟನಾಕಾರರು ರಸ್ತೆ ತಡೆ ನಡೆಸಲು ಮುಂದಾದಾಗ ಪೊಲೀಸರು ಪ್ರಮೋದ ಮುತಾಲಿಕ್ ಸೇರಿದಂತೆ ಹಲವು ಕಾರ್ಯಕರ್ತರನ್ನು ವಶಕ್ಕೆ ಪಡೆದು ನಂತರ ಬಿಡುಗಡೆಗೊಳಿಸಿದರು. (43, 1946, 402, 2028)
reg-dot-yellow (997, 2360, 1012, 2374)
sriram-pullquote: ❛❛ ಡಿಜೆ ಹಲ್ಲೆ, ಕೆಜೆ ಹಳ್ಳಿ, ಮೈಸೂರಿನ ಉದಯಗಿರಿ, ಹುಬ್ಬಳ್ಳಿ, ಶಿವಮೊಗ್ಗದಲ್ಲಿ ನಡೆದ ಗಂಭೀರ ಪ್ರಕರಣಗಳನ್ನು ಸರ್ಕಾರ ಮೃದು ಧೋರಣೆ ತಾಳಿದೆ. ಗೋರಕ್ಷಕರ ಮೇಲೆ ಹಲ್ಲೆ ನಡೆಸಿದವರ ಮೇಲೆ ಕ್ರಮ ಕೈಗೊಳ್ಳಬೇಕು. ಸರ್ಕಾರ ಈ ಒತ್ತಡಕ್ಕೆ ಮಣಿಯದಿದ್ದರೆ ಉಗ್ರ ಹೋರಾಟ ನಡೆಯಲಿದೆ. ■ ಪ್ರಮೋದ ಮುತಾಲಿಕ್ (411, 2146, 744, 2335)
appaji-banner: ರಜತ ಕಿರೀಟ ಧಾರಣ (496, 856, 606, 876)
kirusuddi-body-3: ಮುಂಡಗೋಡ: ತಾಲೂಕಿನ ಸನವಳ್ಳಿ ಜಲಾಶಯದ ಬಳಿ ಗದ್ದೆಯೊಂದರ ಬೇಲಿಯ ತಂತಿಯಲ್ಲಿ ಸಿಲುಕಿಕೊಂಡಿದ್ದ ಜಿಂಕೆಯನ್ನು ಅರಣ್ಯ ಸಿಬ್ಬಂದಿ ಸ್ಥಳೀಯರ ನೆರವಿನಿಂದ ರಕ್ಷಿಸಿ ಕಾಡಿಗೆ ಬಿಟ್ಟಿದ್ದಾರೆ. ಗುರುವಾರ ಬೆಳಿಗ್ಗೆ ಮೇವು ಅರಸಿ ಬಂದಿದ್ದ ಜಿಂಕೆ ತಂತಿಯಲ್ಲಿ ಸಿಲುಕಿ ಒದ್ದಾಡುತ್ತಿರುವುದನ್ನು ಕಂಡ ಸ್ಥಳೀಯರು ಅರಣ್ಯ ಇಲಾಖೆಗೆ ಮಾಹಿತಿ ನೀಡಿದರು. ಸ್ಥಳಕ್ಕೆ ಆಗಮಿಸಿದ ಸಿಬ್ಬಂದಿ ಎಚ್ಚರಿಕೆಯಿಂದ ತಂತಿ ಕತ್ತರಿಸಿ ಜಿಂಕೆಯನ್ನು ರಕ್ಷಿಸಿ ಪ್ರಥಮ ಚಿಕಿತ್ಸೆ ನೀಡಿ ಸುರಕ್ಷಿತವಾಗಿ ಅರಣ್ಯಕ್ಕೆ ಬಿಟ್ಟರು. (43, 1738, 306, 1820)
ramanna-felicitation-photo (1017, 828, 1512, 1020)
reg-dot-magenta (1426, 2360, 1440, 2374)
reg-dot-magenta (978, 2360, 992, 2374)
bottom-bar-mid-gray (793, 1842, 934, 1848)
bottom-bar-left (37, 1842, 318, 1848)
bottom-bar-right-gray (1260, 1842, 1514, 1848)
brand-logo-icon (99, 52, 144, 97)
appaji-right-divider (766, 790, 767, 1839)
